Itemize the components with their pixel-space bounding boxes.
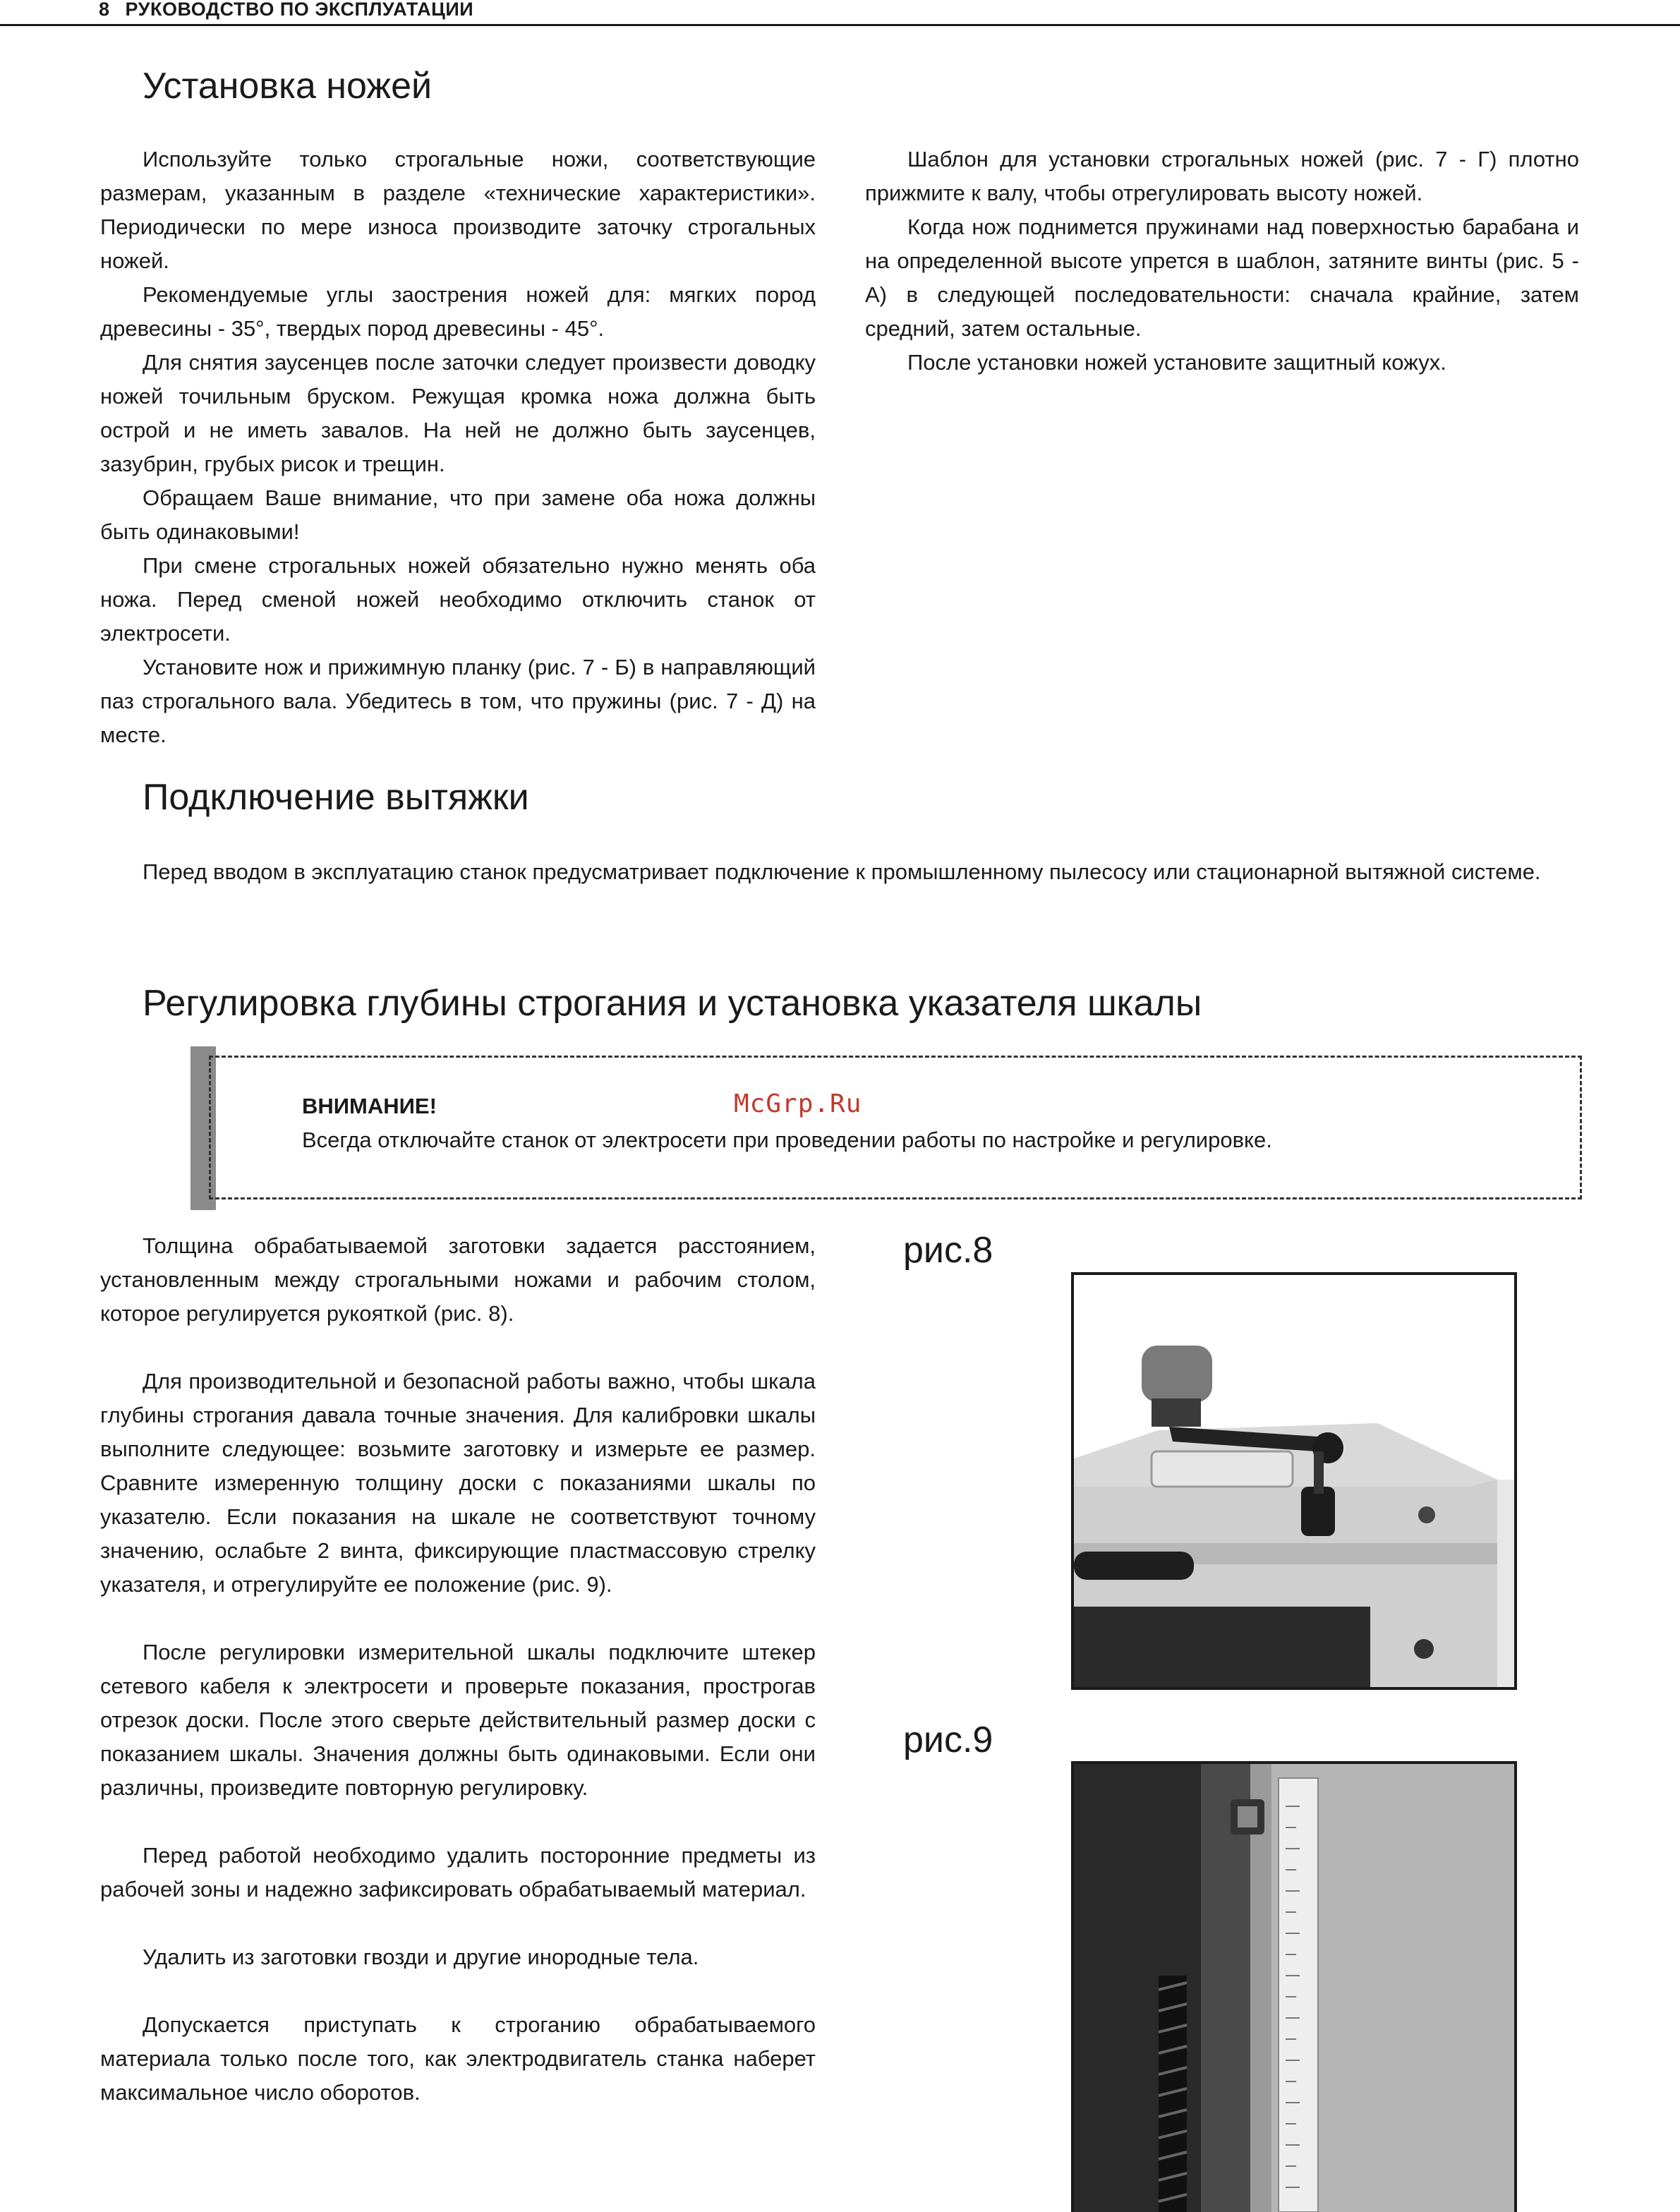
figure-9-image [1071,1761,1517,2212]
paragraph: Для производительной и безопасной работы важно, чтобы шкала глубины строгания давала точные значения. Для калибровки шкалы выполните следующее: возьмите заготовку и измерьте ее размер. Сравните измеренную толщину доски с показаниями шкалы по указателю. Если показания на шкале не соответствуют точному значению, ослабьте 2 винта, фиксирующие пластмассовую стрелку указателя, и отрегулируйте ее положение (рис. 9). [100,1369,816,1597]
planer-handle-illustration [1074,1275,1514,1687]
page-number: 8 [99,0,110,20]
section-title-knives: Установка ножей [143,66,433,107]
paragraph: Для снятия заусенцев после заточки следует произвести доводку ножей точильным бруском. Режущая кромка ножа должна быть острой и не иметь завалов. На ней не должно быть заусенцев, зазубрин, грубых рисок и трещин. [100,350,816,476]
section-title-extraction: Подключение вытяжки [143,777,529,818]
page-header-text [99,0,473,20]
knives-left-column [100,143,816,752]
paragraph: Используйте только строгальные ножи, соответствующие размерам, указанным в разделе «технические характеристики». Периодически по мере износа производите заточку строгальных ножей. [100,147,816,273]
paragraph: Шаблон для установки строгальных ножей (рис. 7 - Г) плотно прижмите к валу, чтобы отрегулировать высоту ножей. [865,147,1579,205]
depth-adjustment-text [100,1229,816,2110]
paragraph: Рекомендуемые углы заострения ножей для: мягких пород древесины - 35°, твердых пород древесины - 45°. [100,282,816,341]
paragraph: После регулировки измерительной шкалы подключите штекер сетевого кабеля к электросети и проверьте показания, прострогав отрезок доски. После этого сверьте действительный размер доски с показанием шкалы. Значения должны быть одинаковыми. Если они различны, произведите повторную регулировку. [100,1640,816,1800]
paragraph: Допускается приступать к строганию обрабатываемого материала только после того, как электродвигатель станка наберет максимальное число оборотов. [100,2012,816,2105]
watermark: McGrp.Ru [734,1089,862,1118]
paragraph: Перед работой необходимо удалить посторонние предметы из рабочей зоны и надежно зафиксировать обрабатываемый материал. [100,1843,816,1902]
depth-scale-illustration [1074,1764,1514,2212]
document-title: РУКОВОДСТВО ПО ЭКСПЛУАТАЦИИ [125,0,474,20]
section-title-depth-adjustment: Регулировка глубины строгания и установка указателя шкалы [143,983,1202,1024]
figure-8-label: рис.8 [903,1230,993,1271]
warning-text: Всегда отключайте станок от электросети при проведении работы по настройке и регулировке. [302,1128,1272,1152]
paragraph: Перед вводом в эксплуатацию станок предусматривает подключение к промышленному пылесосу или стационарной вытяжной системе. [143,859,1541,884]
figure-8-image [1071,1272,1517,1690]
paragraph: Обращаем Ваше внимание, что при замене оба ножа должны быть одинаковыми! [100,485,816,544]
paragraph: При смене строгальных ножей обязательно нужно менять оба ножа. Перед сменой ножей необходимо отключить станок от электросети. [100,553,816,646]
figure-9-label: рис.9 [903,1720,993,1760]
extraction-text [100,855,1579,889]
paragraph: После установки ножей установите защитный кожух. [907,350,1446,375]
paragraph: Установите нож и прижимную планку (рис. 7 - Б) в направляющий паз строгального вала. Убедитесь в том, что пружины (рис. 7 - Д) на месте. [100,655,816,747]
paragraph: Удалить из заготовки гвозди и другие инородные тела. [143,1945,699,1969]
paragraph: Когда нож поднимется пружинами над поверхностью барабана и на определенной высоте упрется в шаблон, затяните винты (рис. 5 - А) в следующей последовательности: сначала крайние, затем средний, затем остальные. [865,214,1579,341]
warning-title: ВНИМАНИЕ! [302,1094,437,1118]
paragraph: Толщина обрабатываемой заготовки задается расстоянием, установленным между строгальными ножами и рабочим столом, которое регулируется рукояткой (рис. 8). [100,1233,816,1326]
knives-right-column [865,143,1579,380]
